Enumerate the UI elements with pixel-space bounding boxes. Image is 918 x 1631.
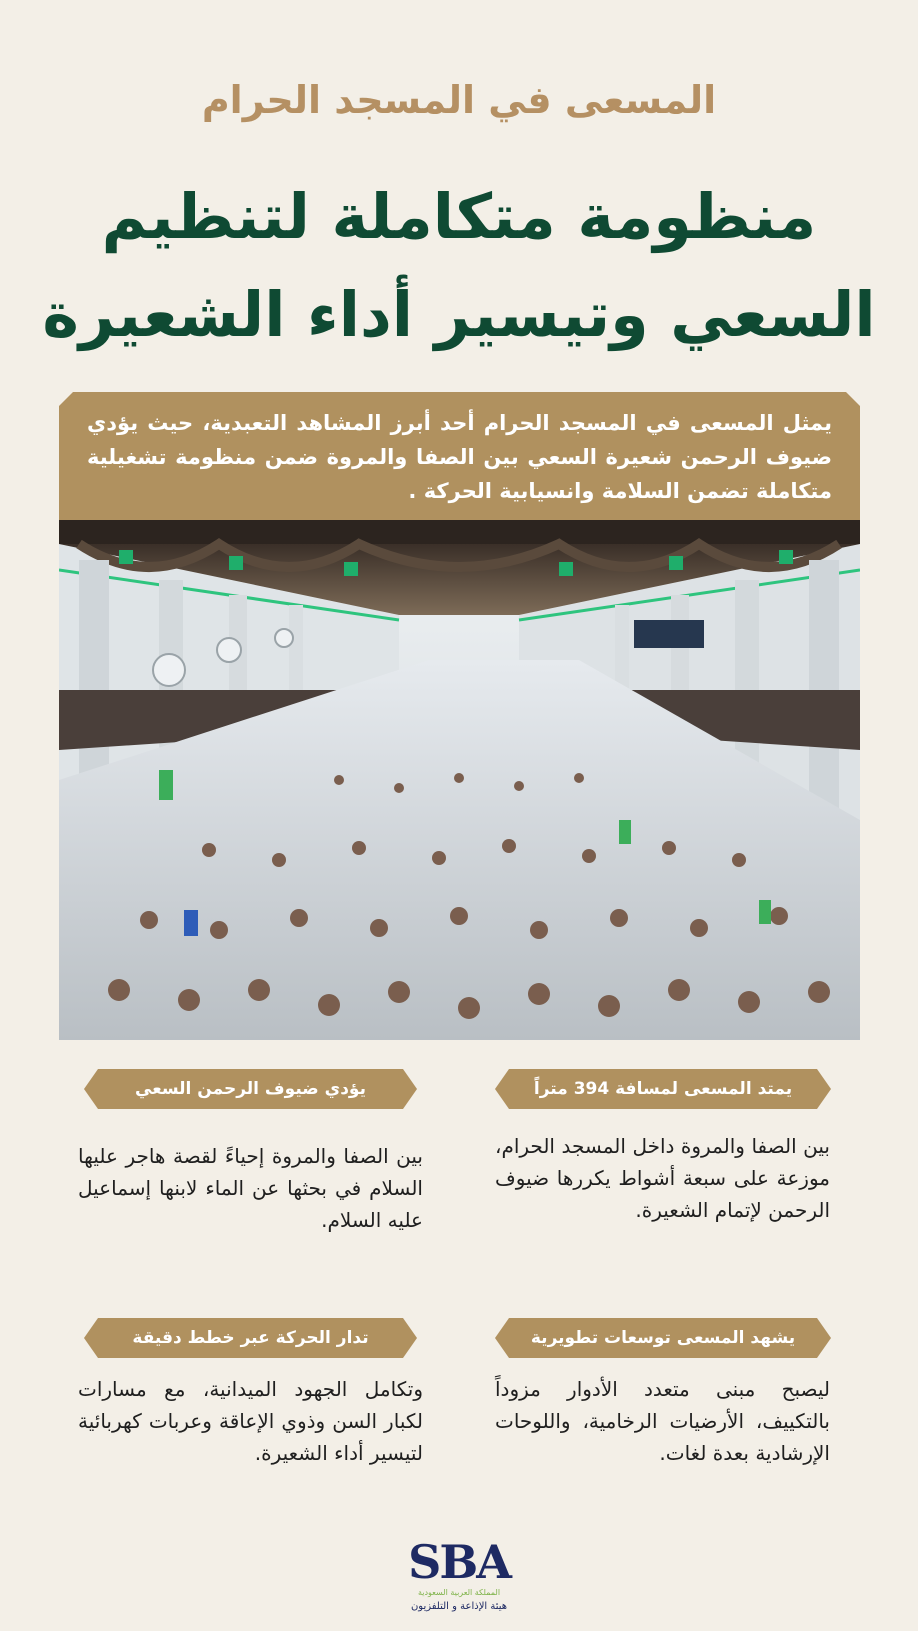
title-line-2: السعي وتيسير أداء الشعيرة: [42, 278, 876, 351]
masaa-photo: [59, 520, 860, 1040]
supertitle: المسعى في المسجد الحرام: [201, 78, 717, 122]
sba-logo: [0, 1535, 918, 1612]
card-label-movement: تدار الحركة عبر خطط دقيقة: [98, 1318, 403, 1358]
crowd-illustration: [59, 520, 860, 1040]
card-text-distance: بين الصفا والمروة داخل المسجد الحرام، موزعة على سبعة أشواط يكررها ضيوف الرحمن لإتمام الشعيرة.: [495, 1134, 830, 1222]
card-text-pilgrims: بين الصفا والمروة إحياءً لقصة هاجر عليها السلام في بحثها عن الماء لابنها إسماعيل عليه السلام.: [78, 1144, 423, 1232]
logo-subtitle: المملكة العربية السعودية: [417, 1588, 501, 1597]
card-text-expansion: ليصبح مبنى متعدد الأدوار مزوداً بالتكييف، الأرضيات الرخامية، واللوحات الإرشادية بعدة لغات.: [495, 1377, 830, 1465]
title-line-1: منظومة متكاملة لتنظيم: [101, 180, 817, 253]
logo-name: هيئة الإذاعة و التلفزيون: [410, 1601, 508, 1612]
card-label-expansion: يشهد المسعى توسعات تطويرية: [509, 1318, 817, 1358]
intro-banner: يمثل المسعى في المسجد الحرام أحد أبرز المشاهد التعبدية، حيث يؤدي ضيوف الرحمن شعيرة السعي بين الصفا والمروة ضمن منظومة تشغيلية متكاملة تضمن السلامة وانسيابية الحركة .: [59, 392, 860, 520]
card-label-pilgrims: يؤدي ضيوف الرحمن السعي: [98, 1069, 403, 1109]
card-text-movement: وتكامل الجهود الميدانية، مع مسارات لكبار السن وذوي الإعاقة وعربات كهربائية لتيسير أداء الشعيرة.: [78, 1377, 423, 1465]
card-label-distance: يمتد المسعى لمسافة 394 متراً: [509, 1069, 817, 1109]
page-title: [40, 168, 878, 364]
logo-mark: SBA: [408, 1535, 510, 1589]
